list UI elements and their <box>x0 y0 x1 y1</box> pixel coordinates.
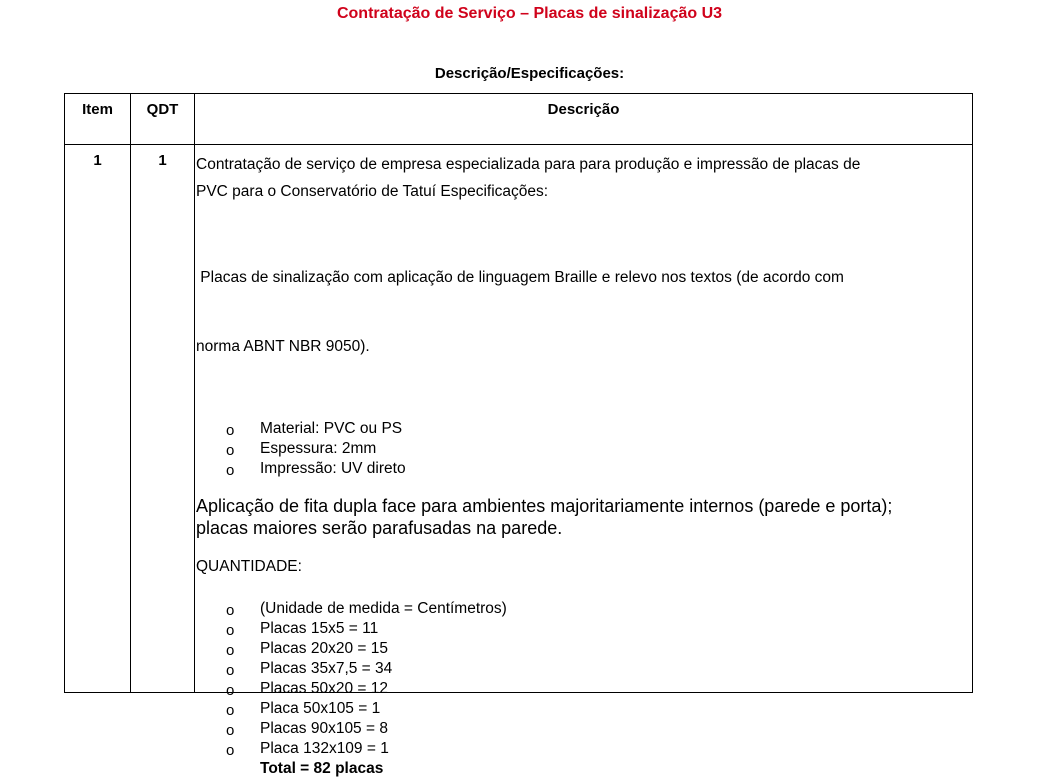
list-item: o Impressão: UV direto <box>196 459 966 479</box>
list-item: o Placas 20x20 = 15 <box>196 639 966 659</box>
list-item: o Placas 15x5 = 11 <box>196 619 966 639</box>
section-subtitle: Descrição/Especificações: <box>434 65 625 82</box>
bullet: o <box>226 682 235 699</box>
bullet: o <box>226 622 235 639</box>
bullet: o <box>226 462 235 479</box>
header-descricao: Descrição <box>547 101 620 118</box>
bullet: o <box>226 422 235 439</box>
braille-paragraph <box>196 220 966 404</box>
list-item: o (Unidade de medida = Centímetros) <box>196 599 966 619</box>
bullet: o <box>226 722 235 739</box>
intro-paragraph <box>196 151 966 205</box>
bullet: o <box>226 702 235 719</box>
bullet: o <box>226 602 235 619</box>
application-paragraph <box>196 495 966 539</box>
cell-item: 1 <box>93 152 102 169</box>
list-item: o Espessura: 2mm <box>196 439 966 459</box>
quantity-list <box>196 599 966 779</box>
column-divider <box>130 94 131 692</box>
application-line: placas maiores serão parafusadas na parede. <box>196 518 563 538</box>
bullet: o <box>226 742 235 759</box>
intro-line: PVC para o Conservatório de Tatuí Especificações: <box>196 183 549 200</box>
list-item: o Material: PVC ou PS <box>196 419 966 439</box>
bullet: o <box>226 442 235 459</box>
bullet: o <box>226 642 235 659</box>
spec-list <box>196 419 966 479</box>
list-item: o Placas 90x105 = 8 <box>196 719 966 739</box>
quantity-label: QUANTIDADE: <box>196 558 302 575</box>
cell-description <box>196 151 966 779</box>
specifications-table <box>64 93 973 777</box>
list-item: o Placa 50x105 = 1 <box>196 699 966 719</box>
header-item: Item <box>82 101 113 118</box>
cell-qdt: 1 <box>158 152 167 169</box>
bullet: o <box>226 662 235 679</box>
braille-line: Placas de sinalização com aplicação de linguagem Braille e relevo nos textos (de acordo com <box>196 269 844 286</box>
list-item: o Placas 50x20 = 12 <box>196 679 966 699</box>
header-divider <box>65 144 972 145</box>
application-line: Aplicação de fita dupla face para ambientes majoritariamente internos (parede e porta); <box>196 496 893 516</box>
document-title: Contratação de Serviço – Placas de sinalização U3 <box>336 5 723 22</box>
list-item: o Placas 35x7,5 = 34 <box>196 659 966 679</box>
total-line: Total = 82 placas <box>260 760 384 777</box>
column-divider <box>194 94 195 692</box>
list-item: o Placa 132x109 = 1 <box>196 739 966 759</box>
braille-line: norma ABNT NBR 9050). <box>196 338 370 355</box>
header-qdt: QDT <box>146 101 179 118</box>
intro-line: Contratação de serviço de empresa especializada para para produção e impressão de placas de <box>196 156 861 173</box>
